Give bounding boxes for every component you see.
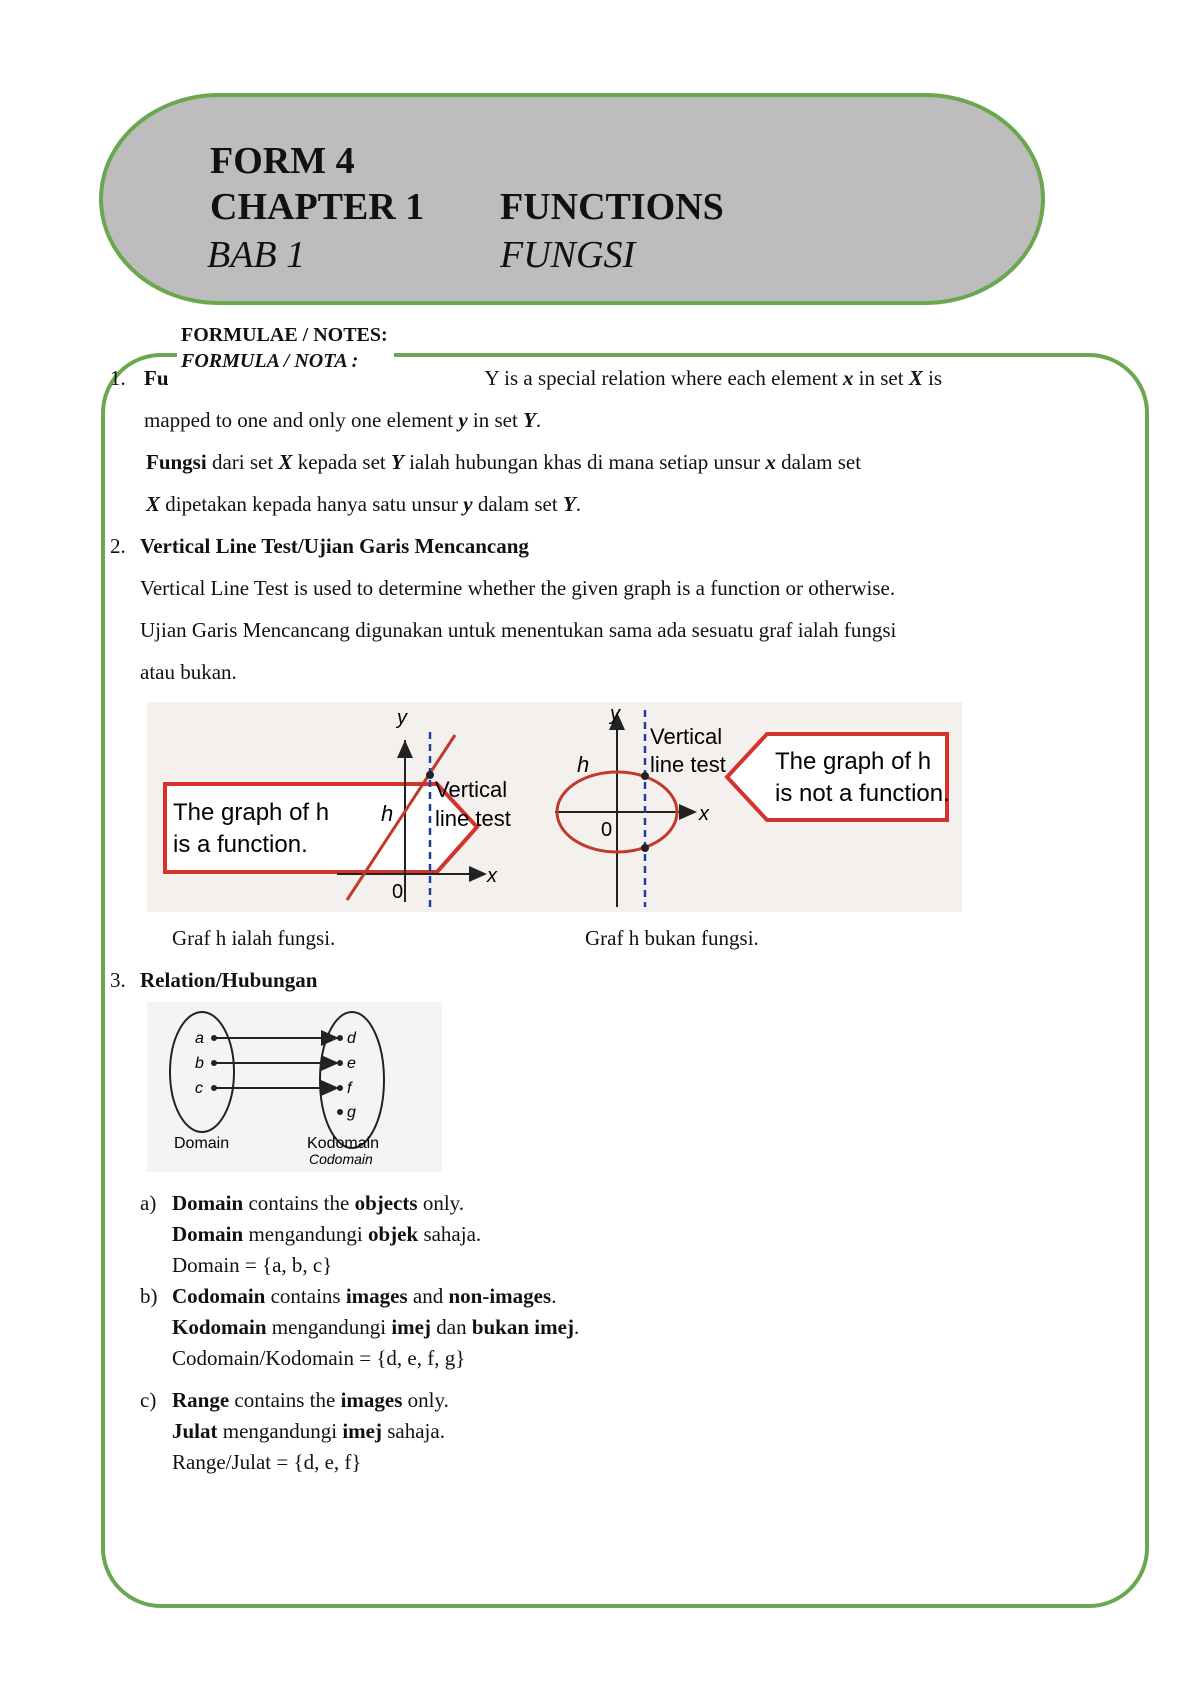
item-b-marker: b)	[140, 1284, 158, 1308]
domain-element-a: a	[195, 1030, 204, 1047]
text-run: contains	[265, 1284, 346, 1308]
item-a-en	[172, 1191, 464, 1216]
right-y-label: y	[610, 703, 620, 725]
item1-my-d: dalam set	[775, 450, 862, 474]
codomain-element-g: g	[347, 1104, 356, 1121]
item1-prefix: Fu	[144, 366, 169, 390]
domain-point-a	[211, 1035, 217, 1041]
text-run: Domain	[172, 1222, 244, 1246]
right-origin-label: 0	[601, 819, 613, 841]
item2-line3: atau bukan.	[140, 660, 237, 684]
item1-my-b: kepada set	[292, 450, 391, 474]
text-run: imej	[342, 1419, 382, 1443]
item-a-marker: a)	[140, 1191, 157, 1215]
item-a-my	[172, 1222, 481, 1247]
right-x-label: x	[699, 803, 709, 825]
domain-point-c	[211, 1085, 217, 1091]
item1-in-set: in set	[853, 366, 909, 390]
text-run: mengandungi	[243, 1222, 368, 1246]
left-callout-line2: is a function.	[173, 831, 308, 858]
text-run: Codomain	[172, 1284, 266, 1308]
text-run: Julat	[172, 1419, 218, 1443]
right-upper-point	[641, 772, 649, 780]
text-run: contains the	[229, 1388, 341, 1412]
item1-period: .	[535, 408, 542, 432]
item1-X-var: X	[908, 366, 923, 390]
item1-my-line2	[146, 492, 581, 517]
domain-label: Domain	[174, 1135, 230, 1152]
item2-number: 2.	[110, 534, 126, 558]
text-run: images	[345, 1284, 408, 1308]
right-callout-line2: is not a function.	[775, 780, 950, 807]
right-callout	[727, 734, 947, 820]
codomain-label: Kodomain	[307, 1135, 380, 1152]
text-run: .	[573, 1315, 580, 1339]
left-y-label: y	[397, 707, 407, 729]
domain-element-b: b	[195, 1055, 204, 1072]
item-b-my	[172, 1315, 579, 1340]
caption-right: Graf h bukan fungsi.	[585, 926, 759, 950]
item-c-en	[172, 1388, 449, 1413]
item2-title: Vertical Line Test/Ujian Garis Mencancang	[140, 534, 529, 558]
left-origin-label: 0	[392, 881, 404, 903]
codomain-label-en: Codomain	[309, 1151, 373, 1167]
header-chapter-title: FUNCTIONS	[500, 186, 724, 228]
left-intersection-point	[426, 771, 434, 779]
text-run: sahaja.	[381, 1419, 445, 1443]
text-run: bukan imej	[471, 1315, 574, 1339]
codomain-point-d	[337, 1035, 343, 1041]
header-chapter: CHAPTER 1	[210, 186, 425, 228]
left-callout-line1: The graph of h	[173, 799, 330, 826]
formulae-label-en: FORMULAE / NOTES:	[181, 324, 388, 346]
right-test-label-2: line test	[650, 752, 726, 777]
formulae-notes-label	[177, 322, 394, 376]
item1-my2-X: X	[146, 492, 161, 516]
item-c-formula: Range/Julat = {d, e, f}	[172, 1450, 362, 1474]
item1-my-c: ialah hubungan khas di mana setiap unsur	[403, 450, 766, 474]
text-run: .	[551, 1284, 557, 1308]
right-test-label-1: Vertical	[650, 724, 723, 749]
item1-my2-period: .	[575, 492, 582, 516]
text-run: imej	[391, 1315, 431, 1339]
text-run: Range	[172, 1388, 230, 1412]
codomain-point-e	[337, 1060, 343, 1066]
item-b-en	[172, 1284, 556, 1309]
item1-my2-Y: Y	[562, 492, 576, 516]
text-run: objek	[368, 1222, 419, 1246]
item2-line1: Vertical Line Test is used to determine whether the given graph is a function or otherwise.	[140, 576, 896, 600]
text-run: contains the	[243, 1191, 355, 1215]
formulae-label-my: FORMULA / NOTA :	[181, 350, 359, 372]
vertical-line-test-figure	[147, 702, 962, 912]
text-run: Kodomain	[172, 1315, 267, 1339]
codomain-element-f: f	[347, 1080, 352, 1097]
item1-en-line2-a: mapped to one and only one element	[144, 408, 459, 432]
text-run: dan	[431, 1315, 472, 1339]
item1-en-line2-b: in set	[467, 408, 524, 432]
item1-number: 1.	[110, 366, 126, 390]
right-callout-line1: The graph of h	[775, 748, 932, 775]
item2-line2: Ujian Garis Mencancang digunakan untuk menentukan sama ada sesuatu graf ialah fungsi	[140, 618, 897, 642]
item1-en-tail: Y is a special relation where each element	[484, 366, 843, 390]
item1-Y-set: Y	[523, 408, 536, 432]
item1-my-X: X	[278, 450, 293, 474]
relation-mapping-diagram	[147, 1002, 442, 1172]
item1-my2-a: dipetakan kepada hanya satu unsur	[160, 492, 464, 516]
text-run: mengandungi	[217, 1419, 343, 1443]
item1-my-Y: Y	[391, 450, 404, 474]
left-h-label: h	[381, 801, 394, 826]
text-run: objects	[354, 1191, 418, 1215]
codomain-point-f	[337, 1085, 343, 1091]
left-test-label-1: Vertical	[435, 777, 508, 802]
codomain-element-d: d	[347, 1030, 356, 1047]
text-run: only.	[402, 1388, 449, 1412]
item-c-my	[172, 1419, 445, 1444]
item1-my2-y: y	[463, 492, 473, 516]
item3-number: 3.	[110, 968, 126, 992]
text-run: Domain	[172, 1191, 244, 1215]
text-run: images	[340, 1388, 403, 1412]
text-run: mengandungi	[266, 1315, 392, 1339]
header-bab: BAB 1	[207, 234, 306, 276]
item1-my-a: dari set	[206, 450, 279, 474]
domain-point-b	[211, 1060, 217, 1066]
item-c-marker: c)	[140, 1388, 157, 1412]
item-b-formula: Codomain/Kodomain = {d, e, f, g}	[172, 1346, 466, 1370]
item3-title: Relation/Hubungan	[140, 968, 318, 992]
text-run: sahaja.	[418, 1222, 482, 1246]
item1-y-var: y	[458, 408, 468, 432]
header-form: FORM 4	[210, 140, 355, 182]
header-bab-title: FUNGSI	[500, 234, 636, 276]
codomain-point-g	[337, 1109, 343, 1115]
item1-my2-b: dalam set	[472, 492, 563, 516]
item1-my-line1	[146, 450, 861, 475]
item-a-formula: Domain = {a, b, c}	[172, 1253, 333, 1277]
right-h-label: h	[577, 752, 590, 777]
item1-en-line2	[144, 408, 541, 433]
right-lower-point	[641, 844, 649, 852]
codomain-element-e: e	[347, 1055, 356, 1072]
item1-x-var: x	[842, 366, 854, 390]
item1-my-word: Fungsi	[146, 450, 207, 474]
text-run: only.	[417, 1191, 465, 1215]
left-test-label-2: line test	[435, 806, 511, 831]
left-x-label: x	[487, 865, 497, 887]
caption-left: Graf h ialah fungsi.	[172, 926, 336, 950]
text-run: non-images	[448, 1284, 552, 1308]
item1-my-x: x	[765, 450, 776, 474]
item1-is: is	[922, 366, 943, 390]
domain-element-c: c	[195, 1080, 203, 1097]
text-run: and	[407, 1284, 449, 1308]
